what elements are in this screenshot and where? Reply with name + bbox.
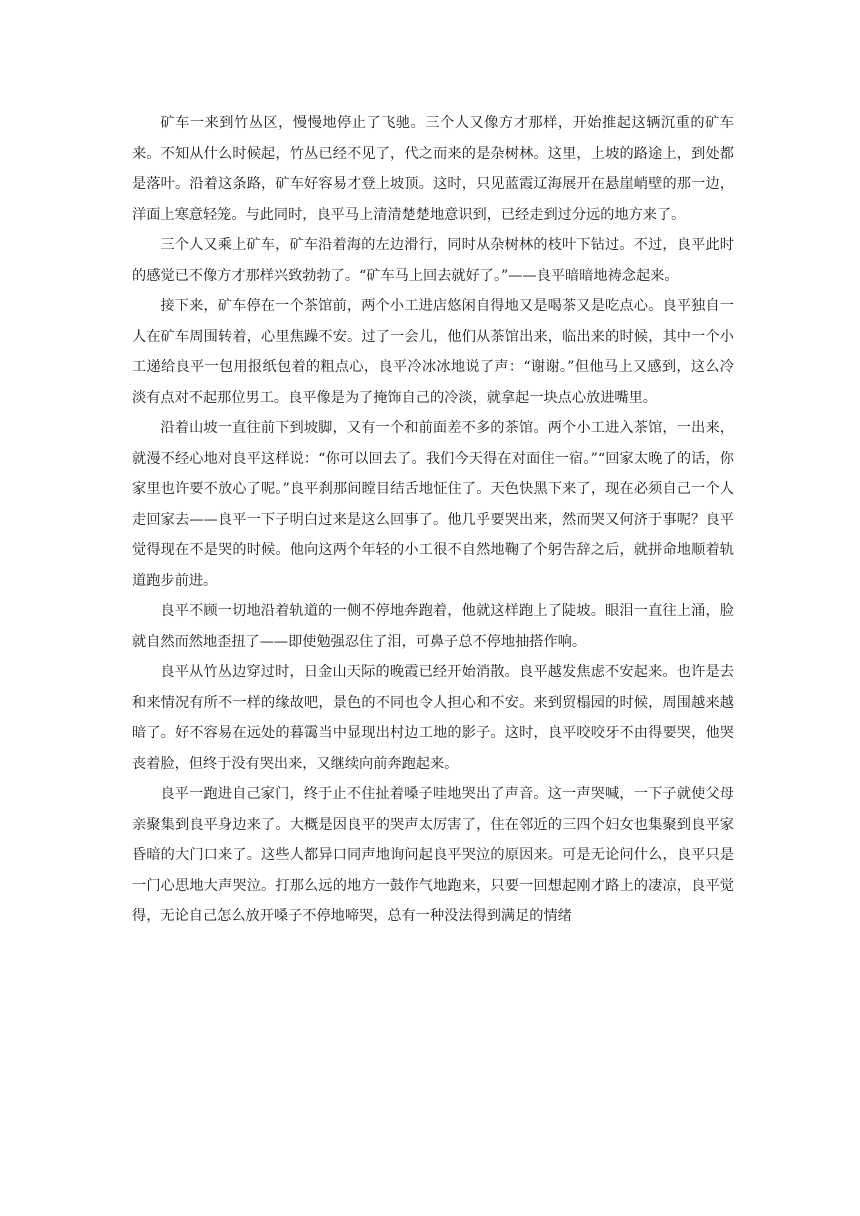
paragraph-3: 接下来，矿车停在一个茶馆前，两个小工进店悠闲自得地又是喝茶又是吃点心。良平独自一人在矿车周围转着，心里焦躁不安。过了一会儿，他们从茶馆出来，临出来的时候，其中一个小工递给良平一包用报纸包着的粗点心，良平冷冰冰地说了声：“谢谢。”但他马上又感到，这么冷淡有点对不起那位男工。良平像是为了掩饰自己的冷淡，就拿起一块点心放进嘴里。 xyxy=(132,298,734,406)
document-body xyxy=(132,108,734,932)
paragraph-4: 沿着山坡一直往前下到坡脚，又有一个和前面差不多的茶馆。两个小工进入茶馆，一出来，就漫不经心地对良平这样说：“你可以回去了。我们今天得在对面住一宿。”“回家太晚了的话，你家里也许要不放心了呢。”良平刹那间瞠目结舌地怔住了。天色快黑下来了，现在必须自己一个人走回家去——良平一下子明白过来是这么回事了。他几乎要哭出来，然而哭又何济于事呢？良平觉得现在不是哭的时候。他向这两个年轻的小工很不自然地鞠了个躬告辞之后，就拼命地顺着轨道跑步前进。 xyxy=(132,420,734,589)
paragraph-6: 良平从竹丛边穿过时，日金山天际的晚霞已经开始消散。良平越发焦虑不安起来。也许是去和来情况有所不一样的缘故吧，景色的不同也令人担心和不安。来到贸榻园的时候，周围越来越暗了。好不容易在远处的暮霭当中显现出村边工地的影子。这时，良平咬咬牙不由得要哭，他哭丧着脸，但终于没有哭出来，又继续向前奔跑起来。 xyxy=(132,664,734,772)
paragraph-1: 矿车一来到竹丛区，慢慢地停止了飞驰。三个人又像方才那样，开始推起这辆沉重的矿车来。不知从什么时候起，竹丛已经不见了，代之而来的是杂树林。这里，上坡的路途上，到处都是落叶。沿着这条路，矿车好容易才登上坡顶。这时，只见蓝霞辽海展开在悬崖峭壁的那一边，洋面上寒意轻笼。与此同时，良平马上清清楚楚地意识到，已经走到过分远的地方来了。 xyxy=(132,115,734,223)
paragraph-2: 三个人又乘上矿车，矿车沿着海的左边滑行，同时从杂树林的枝叶下钻过。不过，良平此时的感觉已不像方才那样兴致勃勃了。“矿车马上回去就好了。”——良平暗暗地祷念起来。 xyxy=(132,237,734,284)
paragraph-7: 良平一跑进自己家门，终于止不住扯着嗓子哇地哭出了声音。这一声哭喊，一下子就使父母亲聚集到良平身边来了。大概是因良平的哭声太厉害了，住在邻近的三四个妇女也集聚到良平家昏暗的大门口来了。这些人都异口同声地询问起良平哭泣的原因来。可是无论问什么，良平只是一门心思地大声哭泣。打那么远的地方一鼓作气地跑来，只要一回想起刚才路上的凄凉，良平觉得，无论自己怎么放开嗓子不停地啼哭，总有一种没法得到满足的情绪 xyxy=(132,786,734,924)
paragraph-5: 良平不顾一切地沿着轨道的一侧不停地奔跑着，他就这样跑上了陡坡。眼泪一直往上涌，脸就自然而然地歪扭了——即使勉强忍住了泪，可鼻子总不停地抽搭作响。 xyxy=(132,603,734,650)
